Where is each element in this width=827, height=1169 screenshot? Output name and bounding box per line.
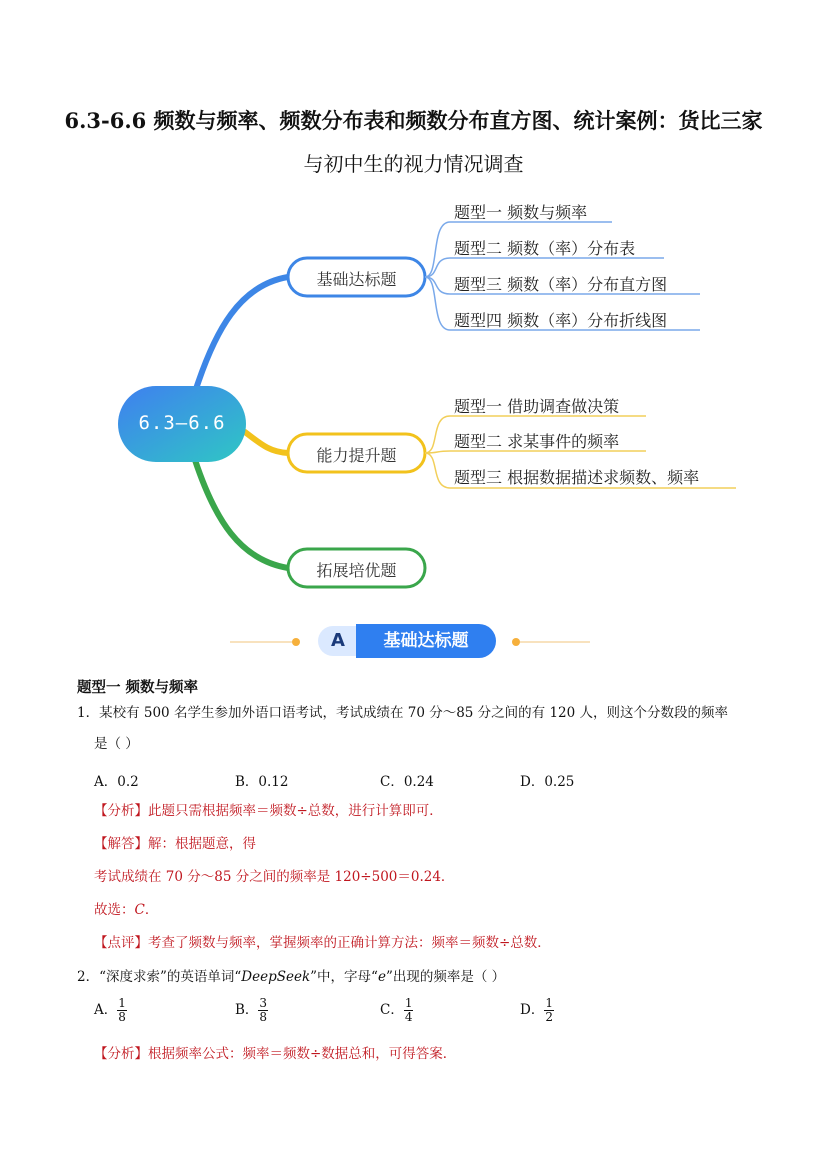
fraction-denominator: 8 [259, 1010, 268, 1024]
branch-label-extend: 拓展培优题 [316, 561, 397, 580]
q1-choice-label: 故选： [94, 902, 135, 918]
leaf-basic-4: 题型四 频数（率）分布折线图 [454, 311, 668, 330]
leaf-basic-3: 题型三 频数（率）分布直方图 [454, 275, 668, 294]
q2-option-a-label: A． [94, 1002, 118, 1018]
q1-stem-line-2: 是（ ） [94, 736, 139, 752]
question-type-heading: 题型一 频数与频率 [77, 679, 199, 696]
q1-option-c: C．0.24 [380, 774, 434, 790]
fraction-numerator: 1 [118, 996, 126, 1010]
q2-option-c-label: C． [380, 1002, 404, 1018]
q2-option-a [94, 997, 127, 1024]
q2-option-c-fraction [404, 997, 414, 1024]
q2-stem-middle: ”中，字母“ [310, 969, 378, 985]
leaf-ability-3: 题型三 根据数据描述求频数、频率 [454, 468, 700, 487]
q1-answer-label: 【解答】解：根据题意，得 [94, 836, 256, 852]
q2-option-b-label: B． [235, 1002, 259, 1018]
fraction-denominator: 4 [404, 1010, 413, 1024]
q1-choice-value: C [134, 902, 145, 918]
q1-option-b: B．0.12 [235, 774, 289, 790]
q1-choice [94, 901, 158, 919]
q2-option-a-fraction [117, 997, 127, 1024]
q1-choice-end: ． [144, 902, 159, 918]
leaf-ability-1: 题型一 借助调查做决策 [454, 397, 620, 416]
leaf-ability-2: 题型二 求某事件的频率 [454, 432, 620, 451]
q2-option-b [235, 997, 268, 1024]
q1-stem-line-1: 1．某校有 500 名学生参加外语口语考试，考试成绩在 70 分～85 分之间的有 120 人，则这个分数段的频率 [77, 705, 729, 721]
q2-stem-prefix: 2．“深度求索”的英语单词“ [77, 969, 242, 985]
q1-analysis: 【分析】此题只需根据频率＝频数÷总数，进行计算即可． [94, 803, 443, 819]
leaf-basic-2: 题型二 频数（率）分布表 [454, 239, 636, 258]
q2-option-c [380, 997, 413, 1024]
q2-option-b-fraction [258, 997, 268, 1024]
fraction-numerator: 1 [545, 996, 553, 1010]
q1-option-a: A．0.2 [94, 774, 139, 790]
section-letter-badge: A [318, 626, 358, 656]
q2-stem-suffix: ”出现的频率是（ ） [385, 969, 506, 985]
document-title-line-1: 6.3-6.6 频数与频率、频数分布表和频数分布直方图、统计案例：货比三家 [64, 108, 763, 133]
fraction-denominator: 8 [118, 1010, 126, 1024]
connector-root-extend [195, 460, 288, 568]
connector-root-basic [195, 277, 288, 392]
section-title-badge: 基础达标题 [356, 624, 496, 658]
q2-option-d-fraction [544, 997, 554, 1024]
q2-option-d [520, 997, 554, 1024]
branch-label-ability: 能力提升题 [316, 446, 397, 465]
q1-option-d: D．0.25 [520, 774, 575, 790]
q2-option-d-label: D． [520, 1002, 545, 1018]
branch-label-basic: 基础达标题 [316, 270, 397, 289]
q2-analysis: 【分析】根据频率公式：频率＝频数÷数据总和，可得答案． [94, 1046, 457, 1062]
q2-stem-letter: e [377, 969, 386, 985]
q1-answer-line: 考试成绩在 70 分～85 分之间的频率是 120÷500＝0.24． [94, 869, 455, 885]
document-title-line-2: 与初中生的视力情况调查 [303, 152, 524, 176]
root-node-label: 6.3—6.6 [138, 412, 226, 434]
leaf-basic-1: 题型一 频数与频率 [454, 203, 588, 222]
q2-stem [77, 968, 505, 986]
q1-comment: 【点评】考查了频数与频率，掌握频率的正确计算方法：频率＝频数÷总数． [94, 935, 551, 951]
fraction-numerator: 3 [259, 996, 268, 1010]
fraction-numerator: 1 [404, 996, 413, 1010]
fraction-denominator: 2 [545, 1010, 553, 1024]
connector-root-ability [245, 432, 288, 453]
q2-stem-word: DeepSeek [241, 969, 311, 985]
